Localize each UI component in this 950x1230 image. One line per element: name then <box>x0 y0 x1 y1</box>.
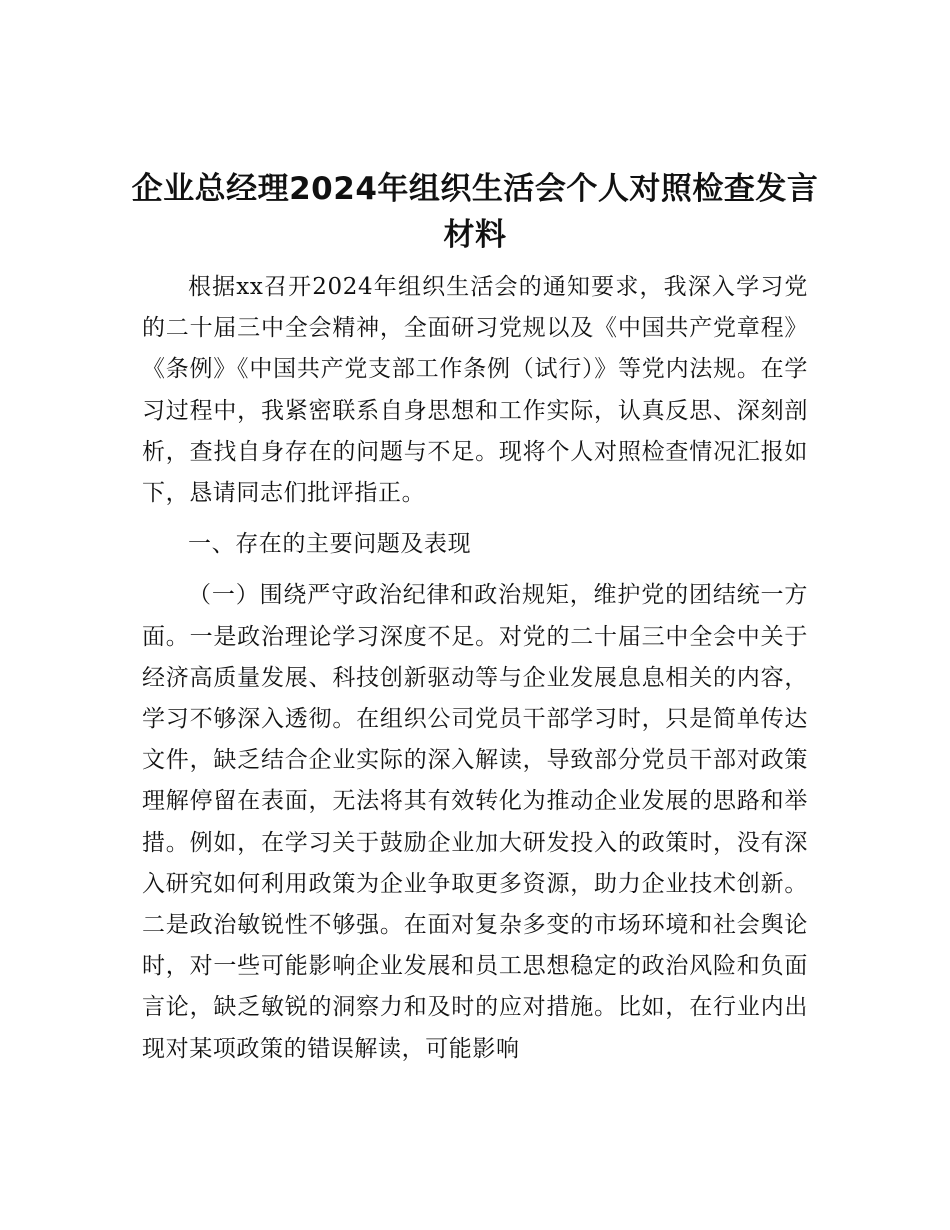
document-title: 企业总经理2024年组织生活会个人对照检查发言材料 <box>131 171 819 253</box>
document-body <box>142 267 808 1070</box>
section-paragraph: （一）围绕严守政治纪律和政治规矩，维护党的团结统一方面。一是政治理论学习深度不足。对党的二十届三中全会中关于经济高质量发展、科技创新驱动等与企业发展息息相关的内容，学习不够深入透彻。在组织公司党员干部学习时，只是简单传达文件，缺乏结合企业实际的深入解读，导致部分党员干部对政策理解停留在表面，无法将其有效转化为推动企业发展的思路和举措。例如，在学习关于鼓励企业加大研发投入的政策时，没有深入研究如何利用政策为企业争取更多资源，助力企业技术创新。二是政治敏锐性不够强。在面对复杂多变的市场环境和社会舆论时，对一些可能影响企业发展和员工思想稳定的政治风险和负面言论，缺乏敏锐的洞察力和及时的应对措施。比如，在行业内出现对某项政策的错误解读，可能影响 <box>142 582 808 1062</box>
intro-paragraph: 根据xx召开2024年组织生活会的通知要求，我深入学习党的二十届三中全会精神，全面研习党规以及《中国共产党章程》《条例》《中国共产党支部工作条例（试行）》等党内法规。在学习过程中，我紧密联系自身思想和工作实际，认真反思、深刻剖析，查找自身存在的问题与不足。现将个人对照检查情况汇报如下，恳请同志们批评指正。 <box>142 274 808 507</box>
section-heading: 一、存在的主要问题及表现 <box>188 531 472 558</box>
